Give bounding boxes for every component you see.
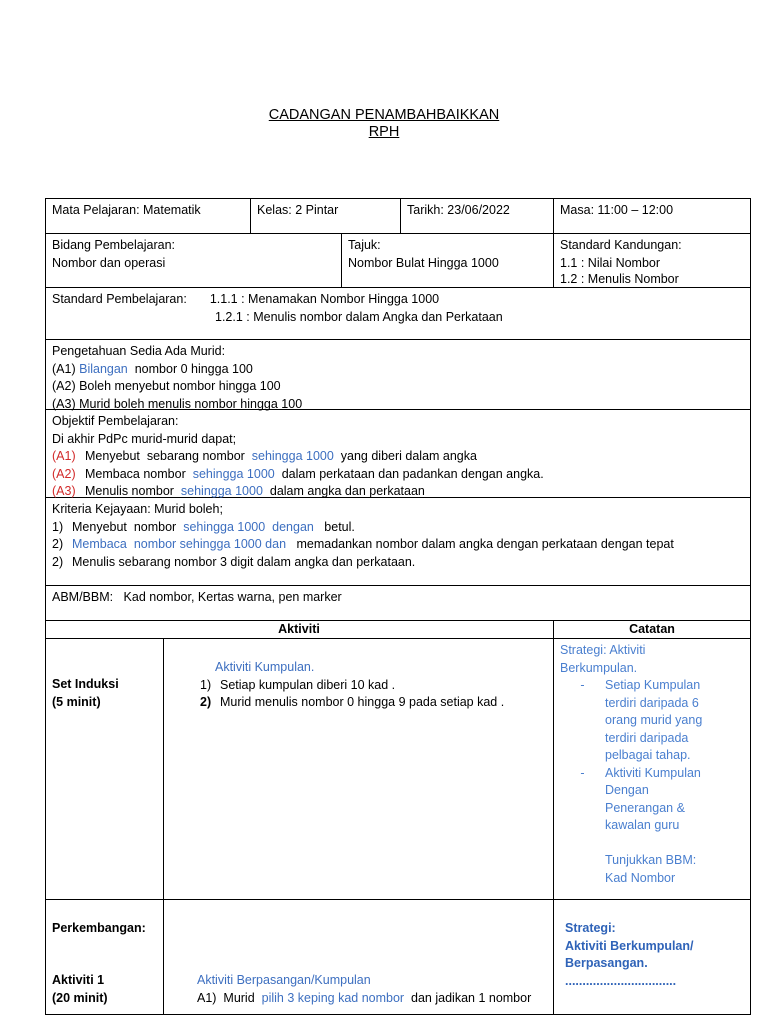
catatan-bullet-line [560,677,702,695]
catatan-bullet-text: Aktiviti Kumpulan [605,765,701,780]
set-induksi-title: Set Induksi [52,677,119,691]
pengetahuan-item: (A2) Boleh menyebut nombor hingga 100 [52,379,281,393]
col-divider [341,233,342,287]
catatan-strategi: Strategi: Aktiviti [560,643,646,657]
kriteria-number: 2) [52,554,64,569]
objektif-text: Membaca nombor [85,466,186,481]
catatan-line: Berpasangan. [565,956,648,970]
standard-pembelajaran-label: Standard Pembelajaran: [52,292,187,306]
catatan-line: Aktiviti Berkumpulan/ [565,938,694,953]
aktiviti-1-duration: (20 minit) [52,990,108,1005]
catatan-line: Strategi: [565,921,616,935]
abm-value: Kad nombor, Kertas warna, pen marker [123,590,342,604]
catatan-bullet-text: kawalan guru [605,818,680,832]
objektif-text: dalam angka dan perkataan [269,484,425,498]
bullet-dash [560,747,605,765]
kriteria-text: betul. [324,519,355,534]
kriteria-label: Kriteria Kejayaan: Murid boleh; [52,502,223,516]
standard-kandungan-item: 1.1 : Nilai Nombor [560,255,661,270]
kriteria-highlight: sehingga 1000 dengan [183,519,314,534]
bullet-dash [560,730,605,748]
tajuk-value: Nombor Bulat Hingga 1000 [348,255,499,270]
catatan-bullet-line [560,712,702,730]
objektif-text: Menyebut sebarang nombor [85,449,245,463]
objektif-intro: Di akhir PdPc murid-murid dapat; [52,431,237,446]
bullet-dash [560,695,605,713]
kriteria-number: 2) [52,537,64,551]
row-divider [45,899,751,900]
masa: Masa: 11:00 – 12:00 [560,203,674,217]
kriteria-item [52,554,674,572]
induksi-number: 1) [200,677,212,692]
catatan-bbm: Kad Nombor [605,870,676,885]
set-induksi-duration: (5 minit) [52,694,101,709]
perkembangan-aktiviti [187,969,536,1010]
objektif-highlight: sehingga 1000 [192,466,275,481]
catatan-bullet-line [560,800,702,818]
tajuk [343,234,504,275]
objektif-code: (A1) [52,449,76,463]
pengetahuan-highlight: Bilangan [79,361,128,376]
bullet-dash: - [580,678,585,692]
col-divider [553,620,554,1014]
kriteria-text: Menyebut nombor [72,519,177,534]
objektif-label: Objektif Pembelajaran: [52,414,179,428]
catatan-bullet-text: Setiap Kumpulan [605,678,701,692]
bullet-dash [560,817,605,835]
bullet-dash [560,800,605,818]
mata-pelajaran: Mata Pelajaran: Matematik [52,203,201,217]
pengetahuan-label: Pengetahuan Sedia Ada Murid: [52,344,226,358]
catatan-bullet-line [560,817,702,835]
aktiviti-1 [47,969,113,1010]
induksi-number: 2) [200,695,212,709]
objektif-text: dalam perkataan dan padankan dengan angka. [281,466,544,481]
tajuk-label: Tajuk: [348,238,381,252]
pengetahuan-item: (A3) Murid boleh menulis nombor hingga 100 [52,396,303,411]
catatan-bullet-text: terdiri daripada 6 [605,695,699,710]
induksi-text: Setiap kumpulan diberi 10 kad . [220,677,396,692]
abm-bbm [47,586,347,610]
induksi-text: Murid menulis nombor 0 hingga 9 pada setiap kad . [220,695,505,709]
column-header-aktiviti: Aktiviti [278,622,320,636]
bullet-dash: - [580,765,585,780]
catatan-bullet-line [560,747,702,765]
col-divider [163,638,164,1014]
kriteria-highlight: Membaca nombor sehingga 1000 dan [72,537,287,551]
pengetahuan-text: nombor 0 hingga 100 [134,361,253,376]
induksi-item [200,694,504,712]
perkembangan-heading: Aktiviti Berpasangan/Kumpulan [197,973,371,987]
standard-kandungan-item: 1.2 : Menulis Nombor [560,272,679,286]
objektif-highlight: sehingga 1000 [251,449,334,463]
bidang-pembelajaran [47,234,180,275]
perkembangan-text: dan jadikan 1 nombor [411,990,532,1005]
standard-pembelajaran-item: 1.2.1 : Menulis nombor dalam Angka dan Perkataan [215,309,503,324]
set-induksi-aktiviti [195,656,509,715]
kriteria-text: memadankan nombor dalam angka dengan perkataan dengan tepat [296,537,674,551]
document-title: CADANGAN PENAMBAHBAIKKAN [268,107,500,123]
bidang-value: Nombor dan operasi [52,255,166,270]
bullet-dash [560,782,605,800]
col-divider [400,198,401,233]
catatan-bullet-text: Dengan [605,783,649,797]
objektif-text: yang diberi dalam angka [340,449,477,463]
bidang-label: Bidang Pembelajaran: [52,238,175,252]
objektif-item [52,466,544,484]
pengetahuan-sedia-ada [47,340,307,416]
catatan-bullet-text: orang murid yang [605,713,703,727]
catatan-bullet-line [560,695,702,713]
col-divider [250,198,251,233]
catatan-bbm: Tunjukkan BBM: [605,853,697,867]
col-divider [553,198,554,233]
catatan-bullet-text: terdiri daripada [605,730,689,745]
bullet-dash [560,712,605,730]
objektif-code: (A3) [52,484,76,498]
catatan-bullet-text: Penerangan & [605,800,685,815]
catatan-bullet-line [560,782,702,800]
perkembangan-label: Perkembangan: [52,921,146,935]
kelas: Kelas: 2 Pintar [257,203,339,217]
catatan-line: ................................ [565,973,677,988]
objektif-highlight: sehingga 1000 [180,484,263,498]
catatan-bullet-text: pelbagai tahap. [605,748,691,762]
standard-kandungan-label: Standard Kandungan: [560,238,682,252]
standard-kandungan [555,234,687,292]
perkembangan-catatan [560,917,699,993]
document-subtitle: RPH [368,124,400,140]
pengetahuan-code: (A1) [52,361,76,376]
set-induksi-catatan [555,639,707,890]
column-header-catatan: Catatan [629,622,675,636]
abm-label: ABM/BBM: [52,590,114,604]
perkembangan-highlight: pilih 3 keping kad nombor [261,990,405,1005]
tarikh: Tarikh: 23/06/2022 [407,203,510,217]
objektif-text: Menulis nombor [85,484,174,498]
standard-pembelajaran-item: 1.1.1 : Menamakan Nombor Hingga 1000 [209,292,440,306]
perkembangan-text: Murid [223,990,255,1005]
catatan-bullet-line [560,765,702,783]
col-divider [553,233,554,287]
induksi-item [200,677,504,695]
objektif-pembelajaran [47,410,549,504]
perkembangan-code: A1) [197,990,217,1005]
objektif-code: (A2) [52,466,76,481]
set-induksi-label [47,673,124,714]
kriteria-text: Menulis sebarang nombor 3 digit dalam angka dan perkataan. [72,554,416,569]
standard-pembelajaran [47,288,508,329]
kriteria-number: 1) [52,519,64,534]
catatan-strategi: Berkumpulan. [560,660,638,675]
kriteria-kejayaan [47,498,679,574]
objektif-item [52,448,544,466]
row-divider [45,1014,751,1015]
kriteria-item [52,536,674,554]
kriteria-item [52,519,674,537]
set-induksi-heading: Aktiviti Kumpulan. [215,660,315,674]
aktiviti-1-label: Aktiviti 1 [52,973,105,987]
catatan-bullet-line [560,730,702,748]
